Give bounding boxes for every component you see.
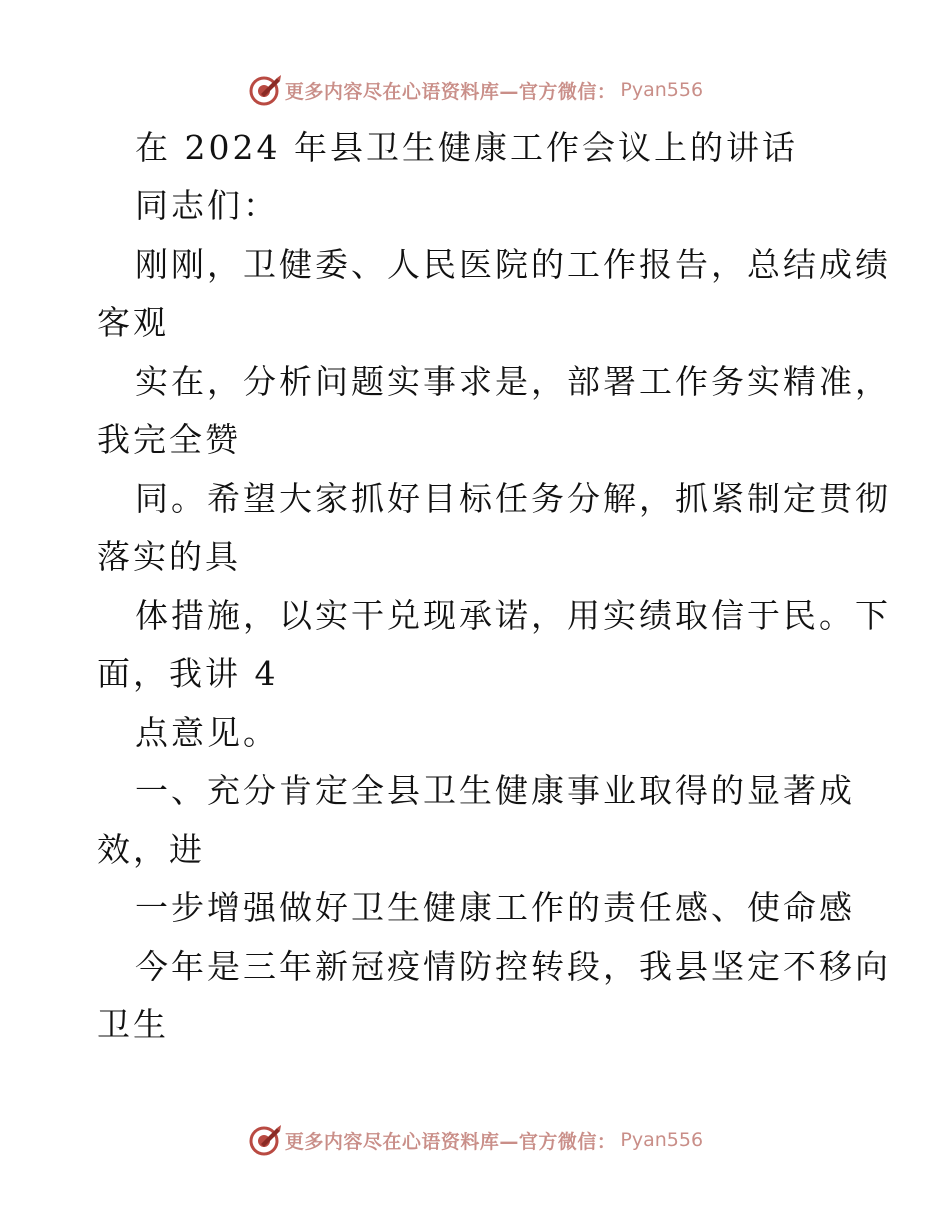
text-line: 同。希望大家抓好目标任务分解，抓紧制定贯彻 [135,479,891,518]
footer-watermark [0,1120,950,1160]
text-line: 客观 [97,303,169,342]
section-heading: 一、充分肯定全县卫生健康事业取得的显著成 [135,771,855,810]
salutation: 同志们： [135,186,279,225]
watermark-handle: Pyan556 [620,79,704,101]
text-line: 今年是三年新冠疫情防控转段，我县坚定不移向 [135,947,891,986]
header-watermark [0,70,950,110]
text-line: 落实的具 [97,537,241,576]
text-line: 面，我讲 4 [97,654,279,693]
watermark-text: 更多内容尽在心语资料库—官方微信： [284,1130,617,1153]
section-heading-cont: 效，进 [97,830,205,869]
text-line: 我完全赞 [97,420,241,459]
text-line: 点意见。 [135,713,279,752]
text-line: 卫生 [97,1005,169,1044]
watermark-text: 更多内容尽在心语资料库—官方微信： [284,80,617,103]
text-line: 刚刚，卫健委、人民医院的工作报告，总结成绩 [135,245,891,284]
watermark-handle: Pyan556 [620,1129,704,1151]
pen-logo-icon [247,72,283,108]
text-line: 体措施，以实干兑现承诺，用实绩取信于民。下 [135,596,891,635]
document-title: 在 2024 年县卫生健康工作会议上的讲话 [135,128,798,167]
section-heading-cont: 一步增强做好卫生健康工作的责任感、使命感 [135,888,855,927]
text-line: 实在，分析问题实事求是，部署工作务实精准， [135,362,891,401]
pen-logo-icon [247,1122,283,1158]
